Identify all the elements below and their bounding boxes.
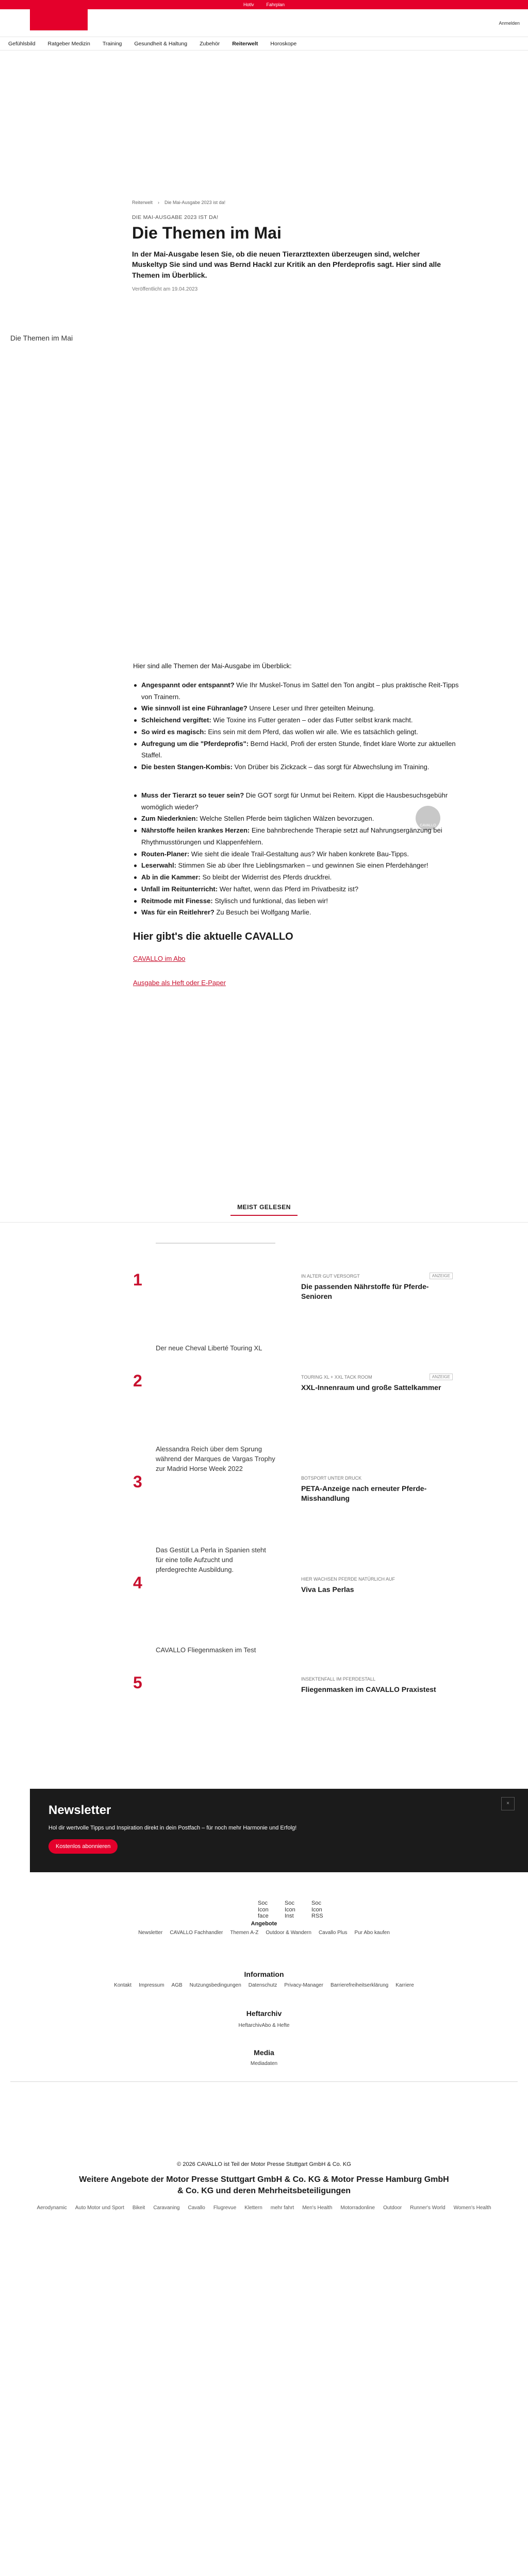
close-icon[interactable]: × [501,1797,515,1810]
topic-list-item: Unfall im Reitunterricht: Wer haftet, wenn das Pferd im Privatbesitz ist? [133,884,460,895]
footer-media-title: Media [254,2048,274,2057]
topic-list-item: Aufregung um die "Pferdeprofis": Bernd Hackl, Profi der ersten Stunde, findet klare Worte zur aktuellen Staffel. [133,738,460,762]
footer-angebote-title: Angebote [251,1921,277,1927]
epaper-link[interactable]: Ausgabe als Heft oder E-Paper [133,978,226,987]
footer-archive-links [0,2023,528,2028]
article-kicker: IN ALTER GUT VERSORGT [301,1274,360,1279]
instagram-icon[interactable]: Soc Icon Inst [285,1900,295,1920]
article-header [132,200,462,292]
more-offers-links [21,2203,507,2213]
breadcrumb-current: Die Mai-Ausgabe 2023 ist da! [164,200,226,205]
article-thumbnail[interactable]: Alessandra Reich über dem Sprung während der Marques de Vargas Trophy zur Madrid Horse Week 2022 [156,1445,275,1472]
nav-item[interactable]: Gefühlsbild [8,40,36,47]
footer-media-links [0,2061,528,2066]
footer-link[interactable]: Flugrevue [213,2205,237,2211]
footer-link[interactable]: mehr fahrt [270,2205,294,2211]
breadcrumb-separator: › [158,200,160,205]
article-lead: In der Mai-Ausgabe lesen Sie, ob die neuen Tierarzttexten überzeugen sind, welcher Muskeltyp Sie sind und was Bernd Hackl zur Kritik an den Pferdeprofis sagt. Hier sind alle Themen im Überblick. [132,250,441,279]
footer-link[interactable]: CAVALLO Fachhandler [170,1930,223,1936]
article-intro: Hier sind alle Themen der Mai-Ausgabe im Überblick: [133,662,292,670]
nav-item[interactable]: Horoskope [270,40,297,47]
footer-link[interactable]: Mediadaten [250,2061,278,2066]
nav-item-active[interactable]: Reiterwelt [232,40,258,47]
newsletter-subscribe-button[interactable]: Kostenlos abonnieren [48,1839,118,1854]
article-headline[interactable]: Die passenden Nährstoffe für Pferde-Senioren [301,1282,429,1300]
topic-list-item: Angespannt oder entspannt? Wie Ihr Muskel-Tonus im Sattel den Ton angibt – plus praktische Reit-Tipps von Trainern. [133,680,460,703]
footer-link[interactable]: Karriere [395,1982,414,1988]
breadcrumb [132,200,462,205]
topic-list-item: Reitmode mit Finesse: Stylisch und funktional, das lieben wir! [133,895,460,907]
footer-link[interactable]: Motorradonline [340,2205,375,2211]
topbar-link-1[interactable]: Hotlv [243,2,254,7]
breadcrumb-item[interactable]: Reiterwelt [132,200,153,205]
topic-list-item: Schleichend vergiftet: Wie Toxine ins Futter geraten – oder das Futter selbst krank macht. [133,715,460,726]
footer-link[interactable]: Impressum [139,1982,164,1988]
footer-link[interactable]: Cavallo Plus [318,1930,348,1936]
footer-link[interactable]: Pur Abo kaufen [354,1930,390,1936]
footer-link[interactable]: Caravaning [153,2205,180,2211]
topic-list-item: Leserwahl: Stimmen Sie ab über Ihre Lieblingsmarken – und gewinnen Sie einen Pferdehänger! [133,860,460,872]
footer-archive-title: Heftarchiv [246,2009,282,2018]
footer-link[interactable]: Nutzungsbedingungen [189,1982,241,1988]
footer-link[interactable]: Women's Health [453,2205,491,2211]
most-read-item[interactable] [133,1243,463,1320]
topic-list-item: Die besten Stangen-Kombis: Von Drüber bis Zickzack – das sorgt für Abwechslung im Training. [133,761,460,773]
article-kicker: BOTSPORT UNTER DRUCK [301,1476,362,1481]
article-thumbnail[interactable]: Das Gestüt La Perla in Spanien steht für eine tolle Aufzucht und pferdegrechte Ausbildung. [156,1546,266,1573]
article-thumbnail[interactable]: Der neue Cheval Liberté Touring XL [156,1344,262,1352]
ad-badge: ANZEIGE [430,1374,453,1380]
footer-link[interactable]: Barrierefreiheitserklärung [330,1982,389,1988]
nav-item[interactable]: Gesundheit & Haltung [134,40,188,47]
header [0,9,528,37]
rank-number: 1 [133,1270,142,1289]
most-read-item[interactable] [133,1344,463,1421]
article-body [133,660,460,989]
article-kicker: DIE MAI-AUSGABE 2023 IST DA! [132,214,219,221]
ad-placeholder [0,50,528,200]
article-kicker: HIER WACHSEN PFERDE NATÜRLICH AUF [301,1577,395,1582]
most-read-item[interactable] [133,1445,463,1522]
footer-link[interactable]: Outdoor [383,2205,402,2211]
nav-item[interactable]: Training [102,40,122,47]
abo-link[interactable]: CAVALLO im Abo [133,955,186,962]
topic-list-item: Routen-Planer: Wie sieht die ideale Trail-Gestaltung aus? Wir haben konkrete Bau-Tipps. [133,849,460,860]
site-logo[interactable] [30,8,88,30]
article-headline[interactable]: XXL-Innenraum und große Sattelkammer [301,1383,441,1392]
page-title: Die Themen im Mai [132,224,282,242]
rank-number: 2 [133,1371,142,1390]
newsletter-box [30,1789,528,1872]
topic-list-item: Nährstoffe heilen krankes Herzen: Eine bahnbrechende Therapie setzt auf Nahrungsergänzung bei Rhythmusstörungen und Klappenfehlern. [133,825,460,849]
article-thumbnail[interactable] [156,1243,275,1320]
article-kicker: INSEKTENFALL IM PFERDESTALL [301,1676,376,1682]
rss-icon[interactable]: Soc Icon RSS [311,1900,323,1920]
topic-list [133,790,460,919]
article-thumbnail[interactable]: CAVALLO Fliegenmasken im Test [156,1646,256,1654]
footer-link[interactable]: Auto Motor und Sport [75,2205,124,2211]
nav-item[interactable]: Ratgeber Medizin [47,40,90,47]
footer-link[interactable]: Outdoor & Wandern [266,1930,311,1936]
footer-link[interactable]: Cavallo [188,2205,205,2211]
topic-list-item: Zum Niederknien: Welche Stellen Pferde beim täglichen Wälzen bevorzugen. [133,813,460,825]
login-link[interactable]: Anmelden [499,20,520,26]
facebook-icon[interactable]: Soc Icon face [258,1900,269,1920]
topic-list-item: Ab in die Kammer: So bleibt der Widerrist des Pferds druckfrei. [133,872,460,884]
footer-angebote-links [0,1930,528,1936]
footer-link[interactable]: Kontakt [114,1982,132,1988]
social-links [258,1900,329,1923]
nav-item[interactable]: Zubehör [200,40,220,47]
footer-link[interactable]: AGB [171,1982,183,1988]
article-headline[interactable]: Viva Las Perlas [301,1585,354,1594]
more-offers-title: Weitere Angebote der Motor Presse Stuttgart GmbH & Co. KG & Motor Presse Hamburg GmbH & Co. KG und deren Mehrheitsbeteiligungen [79,2175,449,2195]
topic-list-item: Was für ein Reitlehrer? Zu Besuch bei Wolfgang Marlie. [133,907,460,919]
cavallo-logo-badge: CAVALLO [416,806,440,831]
footer-link[interactable]: Klettern [244,2205,262,2211]
footer-link[interactable]: Privacy-Manager [284,1982,323,1988]
copyright: © 2026 CAVALLO ist Teil der Motor Presse Stuttgart GmbH & Co. KG [177,2161,351,2167]
footer-info-links [0,1982,528,1988]
main-nav [0,37,528,50]
newsletter-title: Newsletter [48,1803,111,1817]
footer-link[interactable]: Bikeit [132,2205,145,2211]
footer-link[interactable]: Themen A-Z [230,1930,259,1936]
rank-number: 4 [133,1573,142,1592]
newsletter-text: Hol dir wertvolle Tipps und Inspiration direkt in dein Postfach – für noch mehr Harmonie und Erfolg! [48,1825,297,1831]
hero-image-alt: Die Themen im Mai [10,334,73,342]
topic-list-item: Muss der Tierarzt so teuer sein? Die GOT sorgt für Unmut bei Reitern. Kippt die Hausbesuchsgebühr womöglich wieder? [133,790,460,814]
footer-link[interactable]: Runner's World [410,2205,446,2211]
topbar-link-2[interactable]: Fahrplan [266,2,285,7]
article-headline[interactable]: PETA-Anzeige nach erneuter Pferde-Misshandlung [301,1484,427,1502]
footer-link[interactable]: Newsletter [138,1930,163,1936]
footer-info-title: Information [244,1970,284,1978]
most-read-underline [230,1215,298,1216]
most-read-title: MEIST GELESEN [237,1204,291,1211]
article-headline[interactable]: Fliegenmasken im CAVALLO Praxistest [301,1685,436,1693]
article-kicker: TOURING XL + XXL TACK ROOM [301,1375,372,1380]
topic-list-item: So wird es magisch: Eins sein mit dem Pferd, das wollen wir alle. Wie es tatsächlich gelingt. [133,726,460,738]
divider [10,2081,518,2082]
footer-link[interactable]: Aerodynamic [37,2205,67,2211]
footer-link[interactable]: Men's Health [302,2205,333,2211]
most-read-section [0,1204,528,1223]
hero-image [0,334,528,689]
topic-list-item: Wie sinnvoll ist eine Führanlage? Unsere Leser und Ihrer geteilten Meinung. [133,703,460,715]
ad-badge: ANZEIGE [430,1273,453,1279]
publish-date: Veröffentlicht am 19.04.2023 [132,286,198,292]
topic-list [133,680,460,773]
most-read-item[interactable] [133,1646,463,1723]
rank-number: 3 [133,1472,142,1491]
footer-link[interactable]: Heftarchiv [238,2023,262,2028]
rank-number: 5 [133,1673,142,1692]
subheading: Hier gibt's die aktuelle CAVALLO [133,931,293,942]
footer-link[interactable]: Datenschutz [248,1982,277,1988]
footer-link[interactable]: Abo & Hefte [261,2023,290,2028]
most-read-item[interactable] [133,1546,463,1623]
